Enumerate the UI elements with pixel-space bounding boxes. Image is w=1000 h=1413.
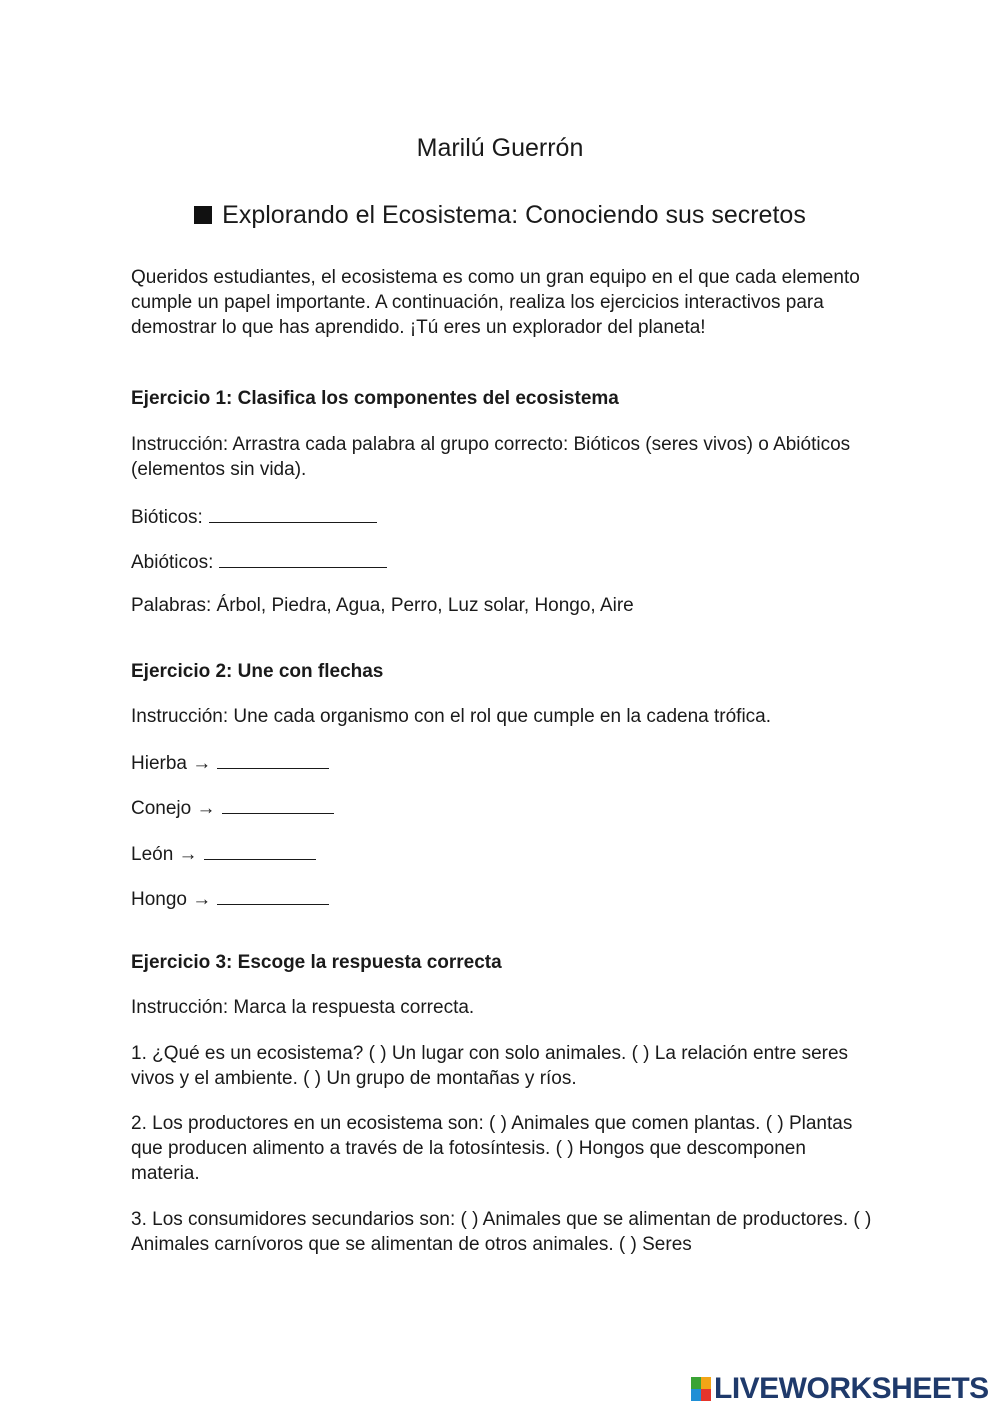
match-blank[interactable] [204, 840, 316, 860]
liveworksheets-logo [691, 1373, 989, 1405]
words-list [131, 593, 876, 618]
exercise3-instruction [131, 995, 876, 1020]
question-text: 3. Los consumidores secundarios son: ( ) Animales que se alimentan de productores. ( ) Animales carnívoros que se alimentan de otros animales. ( ) Seres [131, 1209, 872, 1255]
logo-mark-cell [691, 1389, 701, 1401]
exercise3-instruction-text: Instrucción: Marca la respuesta correcta. [131, 997, 475, 1018]
exercise2-instruction [131, 704, 876, 729]
question-item [131, 1041, 876, 1091]
black-square-icon [194, 206, 212, 224]
match-blank[interactable] [217, 885, 329, 905]
exercise1-instruction [131, 432, 876, 482]
logo-text: LIVEWORKSHEETS [714, 1372, 989, 1405]
bioticos-row [131, 503, 876, 530]
abioticos-row [131, 548, 876, 575]
bioticos-label: Bióticos: [131, 507, 203, 528]
abioticos-blank[interactable] [219, 548, 387, 568]
match-item-label: Conejo → [131, 798, 216, 819]
liveworksheets-mark-icon [691, 1377, 711, 1401]
match-item-label: Hongo → [131, 889, 212, 910]
match-blank[interactable] [217, 749, 329, 769]
words-list-text: Palabras: Árbol, Piedra, Agua, Perro, Luz solar, Hongo, Aire [131, 595, 634, 616]
worksheet-title-text: Explorando el Ecosistema: Conociendo sus secretos [222, 201, 806, 229]
question-text: 2. Los productores en un ecosistema son: ( ) Animales que comen plantas. ( ) Plantas que producen alimento a través de la fotosíntesis. ( ) Hongos que descomponen materia. [131, 1113, 853, 1184]
logo-mark-cell [691, 1377, 701, 1389]
logo-mark-cell [701, 1377, 711, 1389]
exercise1-heading-text: Ejercicio 1: Clasifica los componentes del ecosistema [131, 388, 619, 409]
match-row [131, 794, 876, 821]
match-blank[interactable] [222, 794, 334, 814]
abioticos-label: Abióticos: [131, 552, 214, 573]
bioticos-blank[interactable] [209, 503, 377, 523]
exercise3-heading-text: Ejercicio 3: Escoge la respuesta correcta [131, 952, 502, 973]
exercise1-heading [131, 386, 876, 411]
logo-mark-cell [701, 1389, 711, 1401]
match-item-label: Hierba → [131, 753, 212, 774]
match-row [131, 840, 876, 867]
worksheet-title [0, 199, 1000, 231]
question-item [131, 1111, 876, 1186]
match-row [131, 885, 876, 912]
intro-paragraph [131, 265, 876, 340]
match-item-label: León → [131, 844, 198, 865]
match-row [131, 749, 876, 776]
author-name: Marilú Guerrón [416, 134, 584, 162]
intro-text: Queridos estudiantes, el ecosistema es como un gran equipo en el que cada elemento cumple un papel importante. A continuación, realiza los ejercicios interactivos para demostrar lo que has aprendido. ¡Tú eres un explorador del planeta! [131, 267, 860, 338]
exercise2-instruction-text: Instrucción: Une cada organismo con el rol que cumple en la cadena trófica. [131, 706, 772, 727]
question-item [131, 1207, 876, 1257]
exercise3-heading [131, 950, 876, 975]
exercise1-instruction-text: Instrucción: Arrastra cada palabra al grupo correcto: Bióticos (seres vivos) o Abióticos (elementos sin vida). [131, 434, 851, 480]
exercise2-heading-text: Ejercicio 2: Une con flechas [131, 661, 384, 682]
question-text: 1. ¿Qué es un ecosistema? ( ) Un lugar con solo animales. ( ) La relación entre seres vivos y el ambiente. ( ) Un grupo de montañas y ríos. [131, 1043, 849, 1089]
exercise2-heading [131, 659, 876, 684]
